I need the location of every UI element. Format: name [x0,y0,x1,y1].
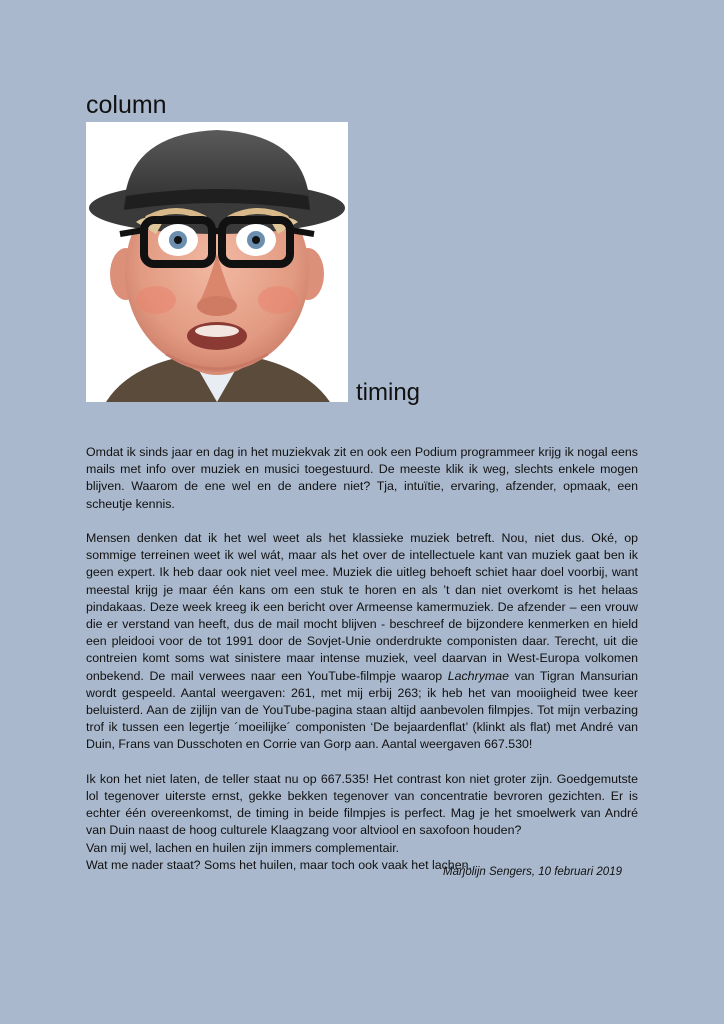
article-title: timing [356,379,421,406]
paragraph-main-part-1: Mensen denken dat ik het wel weet als het klassieke muziek betreft. Nou, niet dus. Oké, op sommige terreinen weet ik wel wát, maar als het over de intellectuele kant van muziek gaat ben ik geen expert. Ik heb daar ook niet veel mee. Muziek die uitleg behoeft schiet haar doel voorbij, want meestal krijg je maar één kans om een stuk te horen en als ’t dan niet overkomt is het helaas pindakaas. Deze week kreeg ik een bericht over Armeense kamermuziek. De afzender – een vrouw die er verstand van heeft, dus de mail mocht blijven - beschreef de bijzondere kenmerken en hield een pleidooi voor de tot 1991 door de Sovjet-Unie onderdrukte componisten daar. Terecht, uit die contreien komt soms wat sinistere maar intense muziek, veel daarvan in West-Europa volkomen onbekend. De mail verwees naar een YouTube-filmpje waarop [86,531,638,683]
article-body [86,444,638,874]
section-label: column [86,91,167,119]
portrait-photo [86,122,348,402]
author-signature: Marjolijn Sengers, 10 februari 2019 [443,866,622,878]
closing-line-2: Wat me nader staat? Soms het huilen, maar toch ook vaak het lachen. [86,857,472,872]
work-title: Lachrymae [447,668,509,683]
portrait-icon [86,122,348,402]
paragraph-main [86,530,638,754]
paragraph-contrast: Ik kon het niet laten, de teller staat nu op 667.535! Het contrast kon niet groter zijn. Goedgemutste lol tegenover uiterste ernst, gekke bekken tegenover van concentratie bevroren gezichten. Er is echter één overeenkomst, de timing in beide filmpjes is perfect. Mag je het smoelwerk van André van Duin naast de hoog culturele Klaagzang voor altviool en saxofoon houden? [86,771,638,838]
paragraph-intro: Omdat ik sinds jaar en dag in het muziekvak zit en ook een Podium programmeer krijg ik nogal eens mails met info over muziek en musici toegestuurd. De meeste klik ik weg, slechts enkele mogen blijven. Waarom de ene wel en de andere niet? Tja, intuïtie, ervaring, afzender, opmaak, een scheutje kennis. [86,445,638,511]
closing-line-1: Van mij wel, lachen en huilen zijn immers complementair. [86,840,400,855]
paragraph-main-part-2: van Tigran Mansurian wordt gespeeld. Aantal weergaven: 261, met mij erbij 263; ik heb het van mooiigheid twee keer beluisterd. Aan de zijlijn van de YouTube-pagina staan altijd aanbevolen filmpjes. Tot mijn verbazing trof ik tussen een legertje ´moeilijke´ componisten ‘De bejaardenflat’ (klinkt als flat) met André van Duin, Frans van Dusschoten en Corrie van Gorp aan. Aantal weergaven 667.530! [86,668,638,752]
